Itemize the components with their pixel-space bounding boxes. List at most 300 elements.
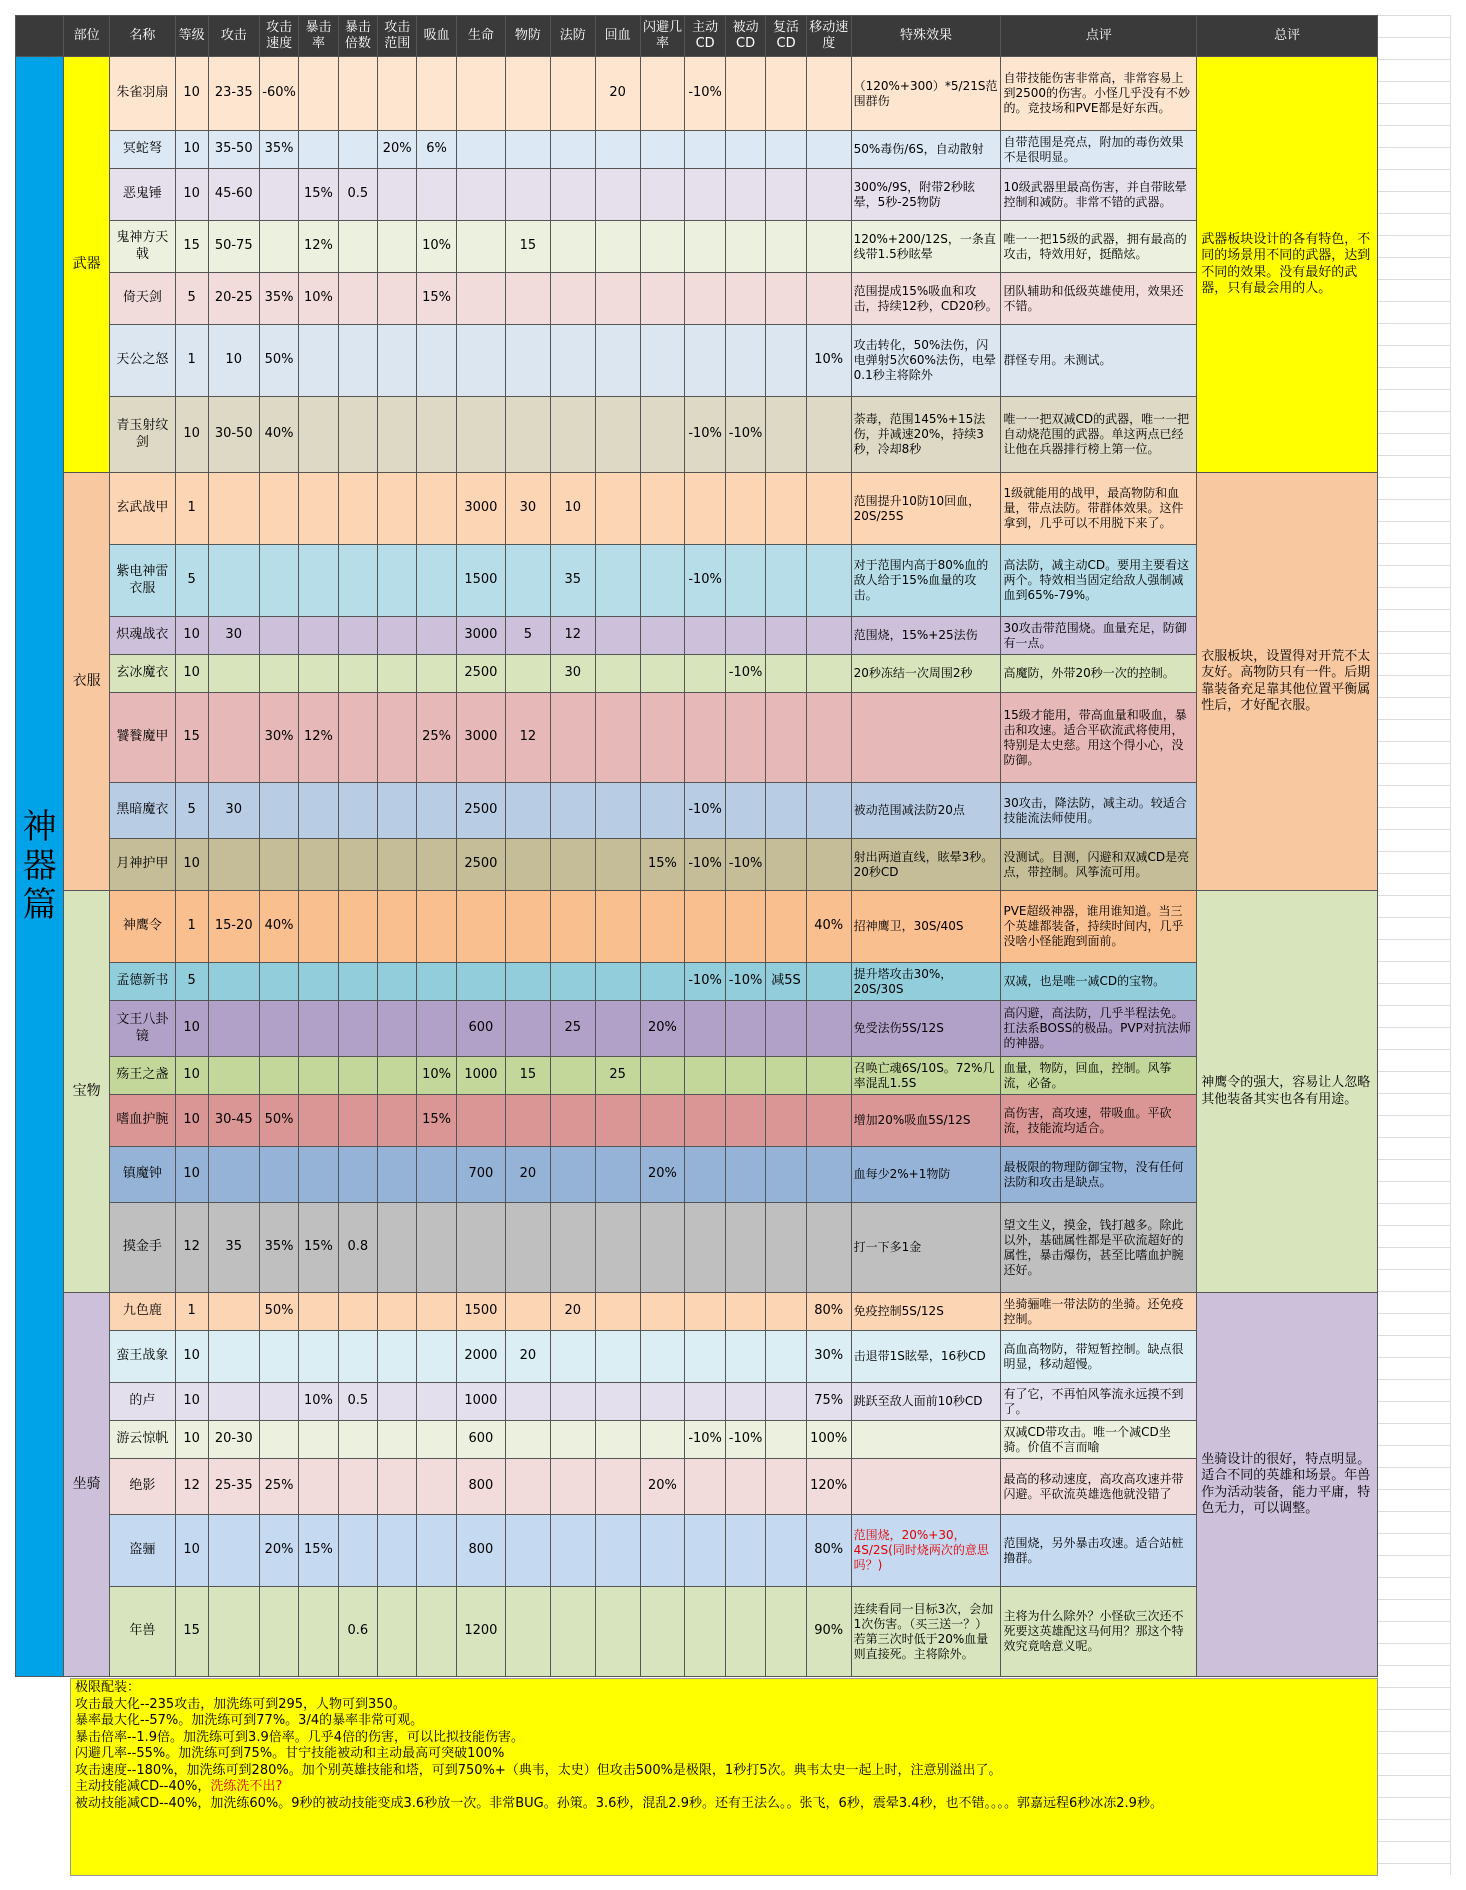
item-name-cell[interactable]: 朱雀羽扇 xyxy=(110,57,176,131)
stat-cell[interactable] xyxy=(506,1383,551,1421)
stat-cell[interactable] xyxy=(208,1383,259,1421)
stat-cell[interactable] xyxy=(685,1057,725,1095)
stat-cell[interactable] xyxy=(456,1203,505,1293)
stat-cell[interactable]: 25% xyxy=(259,1459,298,1515)
stat-cell[interactable]: 50% xyxy=(259,1293,298,1331)
stat-cell[interactable] xyxy=(506,169,551,221)
stat-cell[interactable] xyxy=(506,57,551,131)
comment-cell[interactable]: 团队辅助和低级英雄使用，效果还不错。 xyxy=(1001,273,1197,325)
stat-cell[interactable] xyxy=(378,1001,417,1057)
stat-cell[interactable] xyxy=(595,1587,640,1677)
stat-cell[interactable] xyxy=(725,273,765,325)
comment-cell[interactable]: 群怪专用。未测试。 xyxy=(1001,325,1197,397)
special-effect-cell[interactable]: 荼毒，范围145%+15法伤，并减速20%，持续3秒，冷却8秒 xyxy=(851,397,1001,473)
stat-cell[interactable] xyxy=(595,839,640,891)
stat-cell[interactable] xyxy=(685,1459,725,1515)
stat-cell[interactable]: 20 xyxy=(506,1331,551,1383)
stat-cell[interactable] xyxy=(506,397,551,473)
comment-cell[interactable]: 10级武器里最高伤害，并自带眩晕控制和减防。非常不错的武器。 xyxy=(1001,169,1197,221)
stat-cell[interactable] xyxy=(806,169,851,221)
stat-cell[interactable] xyxy=(338,1095,377,1147)
stat-cell[interactable] xyxy=(595,617,640,655)
stat-cell[interactable] xyxy=(299,1459,338,1515)
stat-cell[interactable]: 30 xyxy=(208,617,259,655)
stat-cell[interactable] xyxy=(338,1293,377,1331)
stat-cell[interactable] xyxy=(640,273,685,325)
stat-cell[interactable] xyxy=(766,1421,806,1459)
stat-cell[interactable] xyxy=(259,1001,298,1057)
stat-cell[interactable]: 30% xyxy=(259,693,298,783)
stat-cell[interactable]: -10% xyxy=(685,545,725,617)
item-name-cell[interactable]: 文王八卦镜 xyxy=(110,1001,176,1057)
stat-cell[interactable] xyxy=(299,1421,338,1459)
item-name-cell[interactable]: 紫电神雷衣服 xyxy=(110,545,176,617)
stat-cell[interactable] xyxy=(338,57,377,131)
stat-cell[interactable]: 45-60 xyxy=(208,169,259,221)
stat-cell[interactable] xyxy=(259,1147,298,1203)
comment-cell[interactable]: 望文生义，摸金，钱打越多。除此以外，基础属性都是平砍流超好的属性，暴击爆伤，甚至比嗜血护腕还好。 xyxy=(1001,1203,1197,1293)
stat-cell[interactable] xyxy=(259,1331,298,1383)
stat-cell[interactable] xyxy=(378,545,417,617)
category-cell[interactable]: 坐骑 xyxy=(64,1293,110,1677)
stat-cell[interactable] xyxy=(595,1459,640,1515)
special-effect-cell[interactable]: 打一下多1金 xyxy=(851,1203,1001,1293)
stat-cell[interactable] xyxy=(685,891,725,963)
stat-cell[interactable]: 35 xyxy=(208,1203,259,1293)
header-cell[interactable]: 生命 xyxy=(456,16,505,57)
stat-cell[interactable] xyxy=(417,839,456,891)
stat-cell[interactable] xyxy=(685,1095,725,1147)
stat-cell[interactable]: 5 xyxy=(175,783,208,839)
stat-cell[interactable] xyxy=(640,1057,685,1095)
stat-cell[interactable] xyxy=(506,1001,551,1057)
stat-cell[interactable] xyxy=(299,617,338,655)
header-cell[interactable]: 物防 xyxy=(506,16,551,57)
item-name-cell[interactable]: 九色鹿 xyxy=(110,1293,176,1331)
stat-cell[interactable] xyxy=(725,1203,765,1293)
special-effect-cell[interactable]: 被动范围减法防20点 xyxy=(851,783,1001,839)
stat-cell[interactable]: 1 xyxy=(175,1293,208,1331)
stat-cell[interactable] xyxy=(417,1421,456,1459)
comment-cell[interactable]: 最高的移动速度，高攻高攻速并带闪避。平砍流英雄选他就没错了 xyxy=(1001,1459,1197,1515)
stat-cell[interactable] xyxy=(725,1515,765,1587)
stat-cell[interactable]: 15% xyxy=(640,839,685,891)
comment-cell[interactable]: 高闪避，高法防，几乎半程法免。扛法系BOSS的极品。PVP对抗法师的神器。 xyxy=(1001,1001,1197,1057)
stat-cell[interactable]: 10 xyxy=(175,1095,208,1147)
stat-cell[interactable] xyxy=(378,1383,417,1421)
stat-cell[interactable] xyxy=(208,473,259,545)
stat-cell[interactable]: 1500 xyxy=(456,1293,505,1331)
stat-cell[interactable] xyxy=(725,169,765,221)
stat-cell[interactable]: -60% xyxy=(259,57,298,131)
stat-cell[interactable] xyxy=(595,1383,640,1421)
stat-cell[interactable]: -10% xyxy=(725,397,765,473)
stat-cell[interactable] xyxy=(378,839,417,891)
category-summary-cell[interactable]: 坐骑设计的很好，特点明显。适合不同的英雄和场景。年兽作为活动装备，能力平庸，特色无力，可以调整。 xyxy=(1197,1293,1378,1677)
stat-cell[interactable]: 23-35 xyxy=(208,57,259,131)
stat-cell[interactable] xyxy=(338,891,377,963)
category-summary-cell[interactable]: 武器板块设计的各有特色，不同的场景用不同的武器，达到不同的效果。没有最好的武器，只有最会用的人。 xyxy=(1197,57,1378,473)
special-effect-cell[interactable] xyxy=(851,1421,1001,1459)
stat-cell[interactable] xyxy=(299,1587,338,1677)
stat-cell[interactable]: 2500 xyxy=(456,783,505,839)
stat-cell[interactable] xyxy=(259,169,298,221)
stat-cell[interactable]: 10% xyxy=(299,273,338,325)
stat-cell[interactable] xyxy=(725,545,765,617)
comment-cell[interactable]: 主将为什么除外？小怪砍三次还不死要这英雄配这马何用？那这个特效究竟啥意义呢。 xyxy=(1001,1587,1197,1677)
header-cell[interactable]: 名称 xyxy=(110,16,176,57)
header-cell[interactable]: 部位 xyxy=(64,16,110,57)
stat-cell[interactable] xyxy=(506,1293,551,1331)
stat-cell[interactable] xyxy=(417,1515,456,1587)
special-effect-cell[interactable]: 免疫控制5S/12S xyxy=(851,1293,1001,1331)
stat-cell[interactable] xyxy=(506,839,551,891)
item-name-cell[interactable]: 殇王之盏 xyxy=(110,1057,176,1095)
stat-cell[interactable] xyxy=(595,783,640,839)
comment-cell[interactable]: PVE超级神器，谁用谁知道。当三个英雄都装备，持续时间内，几乎没啥小怪能跑到面前。 xyxy=(1001,891,1197,963)
stat-cell[interactable] xyxy=(417,1147,456,1203)
stat-cell[interactable] xyxy=(766,1293,806,1331)
comment-cell[interactable]: 范围烧，另外暴击攻速。适合站桩撸群。 xyxy=(1001,1515,1197,1587)
stat-cell[interactable]: 10 xyxy=(175,57,208,131)
stat-cell[interactable] xyxy=(595,545,640,617)
stat-cell[interactable] xyxy=(725,1459,765,1515)
stat-cell[interactable] xyxy=(338,655,377,693)
stat-cell[interactable] xyxy=(299,1147,338,1203)
stat-cell[interactable] xyxy=(806,397,851,473)
stat-cell[interactable] xyxy=(550,1421,595,1459)
item-name-cell[interactable]: 饕餮魔甲 xyxy=(110,693,176,783)
stat-cell[interactable] xyxy=(766,131,806,169)
stat-cell[interactable] xyxy=(378,1421,417,1459)
stat-cell[interactable] xyxy=(806,473,851,545)
stat-cell[interactable]: 30 xyxy=(208,783,259,839)
stat-cell[interactable]: 3000 xyxy=(456,473,505,545)
stat-cell[interactable] xyxy=(550,325,595,397)
stat-cell[interactable] xyxy=(640,221,685,273)
stat-cell[interactable] xyxy=(550,397,595,473)
special-effect-cell[interactable]: 免受法伤5S/12S xyxy=(851,1001,1001,1057)
stat-cell[interactable] xyxy=(725,693,765,783)
stat-cell[interactable] xyxy=(550,1203,595,1293)
stat-cell[interactable] xyxy=(640,1331,685,1383)
stat-cell[interactable]: 30 xyxy=(550,655,595,693)
stat-cell[interactable] xyxy=(299,545,338,617)
stat-cell[interactable] xyxy=(806,1147,851,1203)
stat-cell[interactable] xyxy=(806,655,851,693)
stat-cell[interactable]: 12 xyxy=(175,1203,208,1293)
stat-cell[interactable]: 15% xyxy=(299,1515,338,1587)
stat-cell[interactable] xyxy=(259,1057,298,1095)
stat-cell[interactable] xyxy=(766,655,806,693)
comment-cell[interactable]: 1级就能用的战甲，最高物防和血量，带点法防。带群体效果。这件拿到，几乎可以不用脱下来了。 xyxy=(1001,473,1197,545)
stat-cell[interactable] xyxy=(208,655,259,693)
stat-cell[interactable] xyxy=(338,131,377,169)
stat-cell[interactable] xyxy=(299,891,338,963)
stat-cell[interactable] xyxy=(378,617,417,655)
stat-cell[interactable] xyxy=(725,1095,765,1147)
stat-cell[interactable]: 10 xyxy=(175,1147,208,1203)
stat-cell[interactable] xyxy=(766,221,806,273)
stat-cell[interactable] xyxy=(299,839,338,891)
stat-cell[interactable] xyxy=(595,325,640,397)
stat-cell[interactable] xyxy=(806,1095,851,1147)
stat-cell[interactable]: 15% xyxy=(417,273,456,325)
special-effect-cell[interactable]: 血每少2%+1物防 xyxy=(851,1147,1001,1203)
comment-cell[interactable]: 双减，也是唯一减CD的宝物。 xyxy=(1001,963,1197,1001)
stat-cell[interactable]: 5 xyxy=(175,273,208,325)
stat-cell[interactable] xyxy=(766,397,806,473)
stat-cell[interactable] xyxy=(550,131,595,169)
stat-cell[interactable]: 15 xyxy=(175,1587,208,1677)
stat-cell[interactable] xyxy=(550,1057,595,1095)
stat-cell[interactable]: 10 xyxy=(175,397,208,473)
stat-cell[interactable] xyxy=(640,1587,685,1677)
stat-cell[interactable]: 2500 xyxy=(456,839,505,891)
stat-cell[interactable] xyxy=(640,1293,685,1331)
stat-cell[interactable] xyxy=(456,891,505,963)
stat-cell[interactable] xyxy=(378,1587,417,1677)
stat-cell[interactable] xyxy=(766,169,806,221)
stat-cell[interactable]: 20 xyxy=(595,57,640,131)
stat-cell[interactable]: 10% xyxy=(417,1057,456,1095)
stat-cell[interactable] xyxy=(550,1147,595,1203)
stat-cell[interactable] xyxy=(506,131,551,169)
item-name-cell[interactable]: 天公之怒 xyxy=(110,325,176,397)
stat-cell[interactable] xyxy=(299,963,338,1001)
special-effect-cell[interactable]: 范围提升10防10回血，20S/25S xyxy=(851,473,1001,545)
stat-cell[interactable] xyxy=(208,1331,259,1383)
header-cell[interactable]: 特殊效果 xyxy=(851,16,1001,57)
stat-cell[interactable]: 90% xyxy=(806,1587,851,1677)
header-cell[interactable]: 攻击 xyxy=(208,16,259,57)
stat-cell[interactable] xyxy=(766,693,806,783)
stat-cell[interactable] xyxy=(725,891,765,963)
special-effect-cell[interactable]: 20秒冻结一次周围2秒 xyxy=(851,655,1001,693)
stat-cell[interactable] xyxy=(338,783,377,839)
comment-cell[interactable]: 没测试。目测，闪避和双减CD是亮点，带控制。风筝流可用。 xyxy=(1001,839,1197,891)
stat-cell[interactable] xyxy=(208,1293,259,1331)
stat-cell[interactable]: 2500 xyxy=(456,655,505,693)
stat-cell[interactable] xyxy=(259,473,298,545)
stat-cell[interactable] xyxy=(456,57,505,131)
stat-cell[interactable] xyxy=(725,131,765,169)
stat-cell[interactable] xyxy=(806,1001,851,1057)
stat-cell[interactable] xyxy=(685,655,725,693)
stat-cell[interactable]: 3000 xyxy=(456,693,505,783)
stat-cell[interactable] xyxy=(550,1515,595,1587)
stat-cell[interactable] xyxy=(338,221,377,273)
stat-cell[interactable] xyxy=(338,1057,377,1095)
stat-cell[interactable] xyxy=(766,1057,806,1095)
stat-cell[interactable] xyxy=(766,1459,806,1515)
stat-cell[interactable] xyxy=(766,783,806,839)
stat-cell[interactable]: 0.8 xyxy=(338,1203,377,1293)
stat-cell[interactable] xyxy=(338,545,377,617)
item-name-cell[interactable]: 的卢 xyxy=(110,1383,176,1421)
stat-cell[interactable] xyxy=(640,1421,685,1459)
stat-cell[interactable] xyxy=(685,1293,725,1331)
stat-cell[interactable] xyxy=(299,397,338,473)
item-name-cell[interactable]: 游云惊帆 xyxy=(110,1421,176,1459)
stat-cell[interactable]: 50% xyxy=(259,325,298,397)
stat-cell[interactable] xyxy=(417,169,456,221)
stat-cell[interactable] xyxy=(208,1515,259,1587)
stat-cell[interactable] xyxy=(378,397,417,473)
stat-cell[interactable] xyxy=(259,655,298,693)
stat-cell[interactable]: 1200 xyxy=(456,1587,505,1677)
stat-cell[interactable] xyxy=(640,545,685,617)
stat-cell[interactable]: 20% xyxy=(640,1147,685,1203)
stat-cell[interactable]: 100% xyxy=(806,1421,851,1459)
comment-cell[interactable]: 自带范围是亮点，附加的毒伤效果不是很明显。 xyxy=(1001,131,1197,169)
stat-cell[interactable]: 5 xyxy=(175,963,208,1001)
stat-cell[interactable] xyxy=(417,1001,456,1057)
stat-cell[interactable] xyxy=(208,1147,259,1203)
header-cell[interactable]: 总评 xyxy=(1197,16,1378,57)
special-effect-cell[interactable]: 范围烧，20%+30，4S/2S(同时烧两次的意思吗？) xyxy=(851,1515,1001,1587)
stat-cell[interactable] xyxy=(806,783,851,839)
stat-cell[interactable] xyxy=(766,1331,806,1383)
stat-cell[interactable] xyxy=(378,1459,417,1515)
stat-cell[interactable] xyxy=(725,473,765,545)
comment-cell[interactable]: 最极限的物理防御宝物，没有任何法防和攻击是缺点。 xyxy=(1001,1147,1197,1203)
stat-cell[interactable]: 10 xyxy=(175,169,208,221)
stat-cell[interactable] xyxy=(595,693,640,783)
stat-cell[interactable] xyxy=(378,273,417,325)
stat-cell[interactable] xyxy=(640,1515,685,1587)
special-effect-cell[interactable]: （120%+300）*5/21S范围群伤 xyxy=(851,57,1001,131)
stat-cell[interactable] xyxy=(417,1383,456,1421)
stat-cell[interactable] xyxy=(640,617,685,655)
stat-cell[interactable]: 600 xyxy=(456,1421,505,1459)
stat-cell[interactable] xyxy=(506,1203,551,1293)
stat-cell[interactable]: 20% xyxy=(378,131,417,169)
stat-cell[interactable] xyxy=(506,1459,551,1515)
comment-cell[interactable]: 高魔防，外带20秒一次的控制。 xyxy=(1001,655,1197,693)
stat-cell[interactable] xyxy=(685,131,725,169)
stat-cell[interactable] xyxy=(506,1421,551,1459)
item-name-cell[interactable]: 青玉射纹剑 xyxy=(110,397,176,473)
stat-cell[interactable] xyxy=(299,783,338,839)
stat-cell[interactable]: 15-20 xyxy=(208,891,259,963)
special-effect-cell[interactable]: 120%+200/12S，一条直线带1.5秒眩晕 xyxy=(851,221,1001,273)
stat-cell[interactable]: 600 xyxy=(456,1001,505,1057)
header-cell[interactable]: 闪避几率 xyxy=(640,16,685,57)
stat-cell[interactable]: 10% xyxy=(299,1383,338,1421)
stat-cell[interactable] xyxy=(766,325,806,397)
stat-cell[interactable]: -10% xyxy=(725,655,765,693)
stat-cell[interactable]: 0.6 xyxy=(338,1587,377,1677)
stat-cell[interactable] xyxy=(378,57,417,131)
stat-cell[interactable] xyxy=(338,325,377,397)
stat-cell[interactable] xyxy=(338,1331,377,1383)
stat-cell[interactable]: 1000 xyxy=(456,1057,505,1095)
stat-cell[interactable] xyxy=(506,273,551,325)
stat-cell[interactable] xyxy=(299,655,338,693)
stat-cell[interactable]: 15 xyxy=(175,693,208,783)
stat-cell[interactable] xyxy=(208,693,259,783)
stat-cell[interactable] xyxy=(378,655,417,693)
stat-cell[interactable] xyxy=(640,1203,685,1293)
stat-cell[interactable]: 20 xyxy=(506,1147,551,1203)
stat-cell[interactable] xyxy=(506,963,551,1001)
comment-cell[interactable]: 30攻击带范围烧。血量充足，防御有一点。 xyxy=(1001,617,1197,655)
item-name-cell[interactable]: 镇魔钟 xyxy=(110,1147,176,1203)
stat-cell[interactable] xyxy=(338,1147,377,1203)
special-effect-cell[interactable]: 范围提成15%吸血和攻击，持续12秒，CD20秒。 xyxy=(851,273,1001,325)
stat-cell[interactable] xyxy=(766,57,806,131)
stat-cell[interactable] xyxy=(299,1095,338,1147)
stat-cell[interactable] xyxy=(378,1331,417,1383)
stat-cell[interactable]: -10% xyxy=(725,1421,765,1459)
stat-cell[interactable]: 10 xyxy=(175,1057,208,1095)
special-effect-cell[interactable]: 击退带1S眩晕，16秒CD xyxy=(851,1331,1001,1383)
stat-cell[interactable] xyxy=(338,839,377,891)
special-effect-cell[interactable]: 招神鹰卫，30S/40S xyxy=(851,891,1001,963)
stat-cell[interactable] xyxy=(338,693,377,783)
stat-cell[interactable] xyxy=(299,1057,338,1095)
stat-cell[interactable] xyxy=(725,1001,765,1057)
stat-cell[interactable] xyxy=(417,397,456,473)
stat-cell[interactable]: 10% xyxy=(806,325,851,397)
stat-cell[interactable] xyxy=(640,655,685,693)
stat-cell[interactable] xyxy=(417,1203,456,1293)
stat-cell[interactable] xyxy=(806,963,851,1001)
stat-cell[interactable] xyxy=(456,963,505,1001)
stat-cell[interactable] xyxy=(259,221,298,273)
stat-cell[interactable] xyxy=(640,397,685,473)
stat-cell[interactable] xyxy=(208,1587,259,1677)
comment-cell[interactable]: 坐骑骊唯一带法防的坐骑。还免疫控制。 xyxy=(1001,1293,1197,1331)
stat-cell[interactable]: 20 xyxy=(550,1293,595,1331)
stat-cell[interactable] xyxy=(685,1383,725,1421)
stat-cell[interactable]: -10% xyxy=(685,783,725,839)
category-summary-cell[interactable]: 神鹰令的强大，容易让人忽略其他装备其实也各有用途。 xyxy=(1197,891,1378,1293)
item-name-cell[interactable]: 炽魂战衣 xyxy=(110,617,176,655)
special-effect-cell[interactable]: 射出两道直线，眩晕3秒。20秒CD xyxy=(851,839,1001,891)
special-effect-cell[interactable]: 300%/9S，附带2秒眩晕，5秒-25物防 xyxy=(851,169,1001,221)
stat-cell[interactable]: -10% xyxy=(725,963,765,1001)
stat-cell[interactable] xyxy=(550,1331,595,1383)
stat-cell[interactable] xyxy=(338,1515,377,1587)
stat-cell[interactable]: 25 xyxy=(595,1057,640,1095)
stat-cell[interactable] xyxy=(806,131,851,169)
special-effect-cell[interactable]: 对于范围内高于80%血的敌人给于15%血量的攻击。 xyxy=(851,545,1001,617)
stat-cell[interactable] xyxy=(550,963,595,1001)
stat-cell[interactable] xyxy=(640,783,685,839)
stat-cell[interactable]: 12 xyxy=(175,1459,208,1515)
stat-cell[interactable] xyxy=(259,783,298,839)
stat-cell[interactable]: 40% xyxy=(259,397,298,473)
stat-cell[interactable] xyxy=(595,1515,640,1587)
stat-cell[interactable] xyxy=(725,57,765,131)
item-name-cell[interactable]: 玄武战甲 xyxy=(110,473,176,545)
stat-cell[interactable] xyxy=(456,273,505,325)
stat-cell[interactable]: 20-25 xyxy=(208,273,259,325)
stat-cell[interactable] xyxy=(766,1515,806,1587)
stat-cell[interactable] xyxy=(685,1147,725,1203)
stat-cell[interactable] xyxy=(550,783,595,839)
stat-cell[interactable] xyxy=(806,221,851,273)
stat-cell[interactable] xyxy=(766,1147,806,1203)
stat-cell[interactable] xyxy=(595,397,640,473)
stat-cell[interactable]: 40% xyxy=(259,891,298,963)
stat-cell[interactable] xyxy=(595,169,640,221)
stat-cell[interactable] xyxy=(338,617,377,655)
stat-cell[interactable] xyxy=(259,545,298,617)
item-name-cell[interactable]: 盗骊 xyxy=(110,1515,176,1587)
